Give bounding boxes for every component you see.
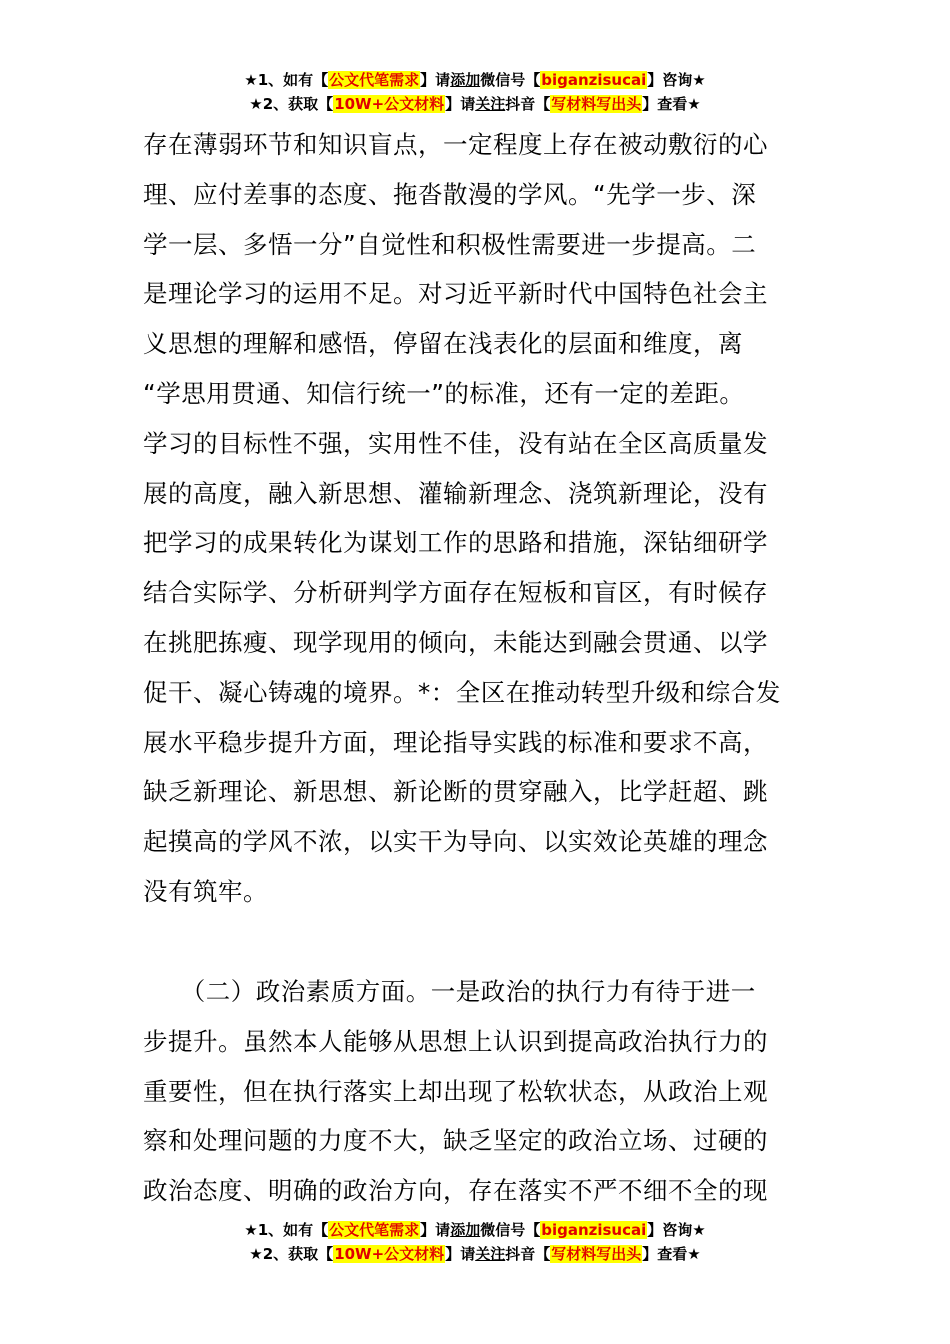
- promo-line-1: ★1、如有【公文代笔需求】请添加微信号【biganzisucai】咨询★: [244, 71, 706, 89]
- text-line: 把学习的成果转化为谋划工作的思路和措施，深钻细研学: [143, 528, 768, 558]
- text-line: 缺乏新理论、新思想、新论断的贯穿融入，比学赶超、跳: [143, 777, 768, 807]
- header-promo-banner: [0, 68, 950, 116]
- promo-highlight: 公文代笔需求: [329, 1221, 420, 1239]
- promo-douyin-id: 写材料写出头: [551, 1245, 642, 1263]
- promo-wechat-id: biganzisucai: [541, 1221, 647, 1239]
- text-line: 起摸高的学风不浓，以实干为导向、以实效论英雄的理念: [143, 827, 768, 857]
- text-line: 促干、凝心铸魂的境界。*：全区在推动转型升级和综合发: [143, 677, 781, 707]
- text-line: 重要性，但在执行落实上却出现了松软状态，从政治上观: [143, 1076, 768, 1106]
- text-line: 结合实际学、分析研判学方面存在短板和盲区，有时候存: [143, 578, 768, 608]
- text-line: 义思想的理解和感悟，停留在浅表化的层面和维度，离: [143, 329, 743, 359]
- promo-highlight: 公文代笔需求: [329, 71, 420, 89]
- promo-line-1: ★1、如有【公文代笔需求】请添加微信号【biganzisucai】咨询★: [244, 1221, 706, 1239]
- text-line: 察和处理问题的力度不大，缺乏坚定的政治立场、过硬的: [143, 1126, 768, 1156]
- text-line: 没有筑牢。: [143, 876, 268, 906]
- text-line: “学思用贯通、知信行统一”的标准，还有一定的差距。: [143, 378, 745, 408]
- text-line: 政治态度、明确的政治方向，存在落实不严不细不全的现: [143, 1176, 768, 1206]
- text-line: 展水平稳步提升方面，理论指导实践的标准和要求不高，: [143, 727, 768, 757]
- promo-line-2: ★2、获取【10W+公文材料】请关注抖音【写材料写出头】查看★: [249, 1245, 701, 1263]
- promo-wechat-id: biganzisucai: [541, 71, 647, 89]
- text-line: 理、应付差事的态度、拖沓散漫的学风。“先学一步、深: [143, 179, 757, 209]
- text-line: 学习的目标性不强，实用性不佳，没有站在全区高质量发: [143, 428, 768, 458]
- text-line: 学一层、多悟一分”自觉性和积极性需要进一步提高。二: [143, 229, 757, 259]
- body-paragraph-1: [143, 120, 813, 917]
- promo-douyin-id: 写材料写出头: [551, 95, 642, 113]
- text-line: 展的高度，融入新思想、灌输新理念、浇筑新理论，没有: [143, 478, 768, 508]
- text-line: 在挑肥拣瘦、现学现用的倾向，未能达到融会贯通、以学: [143, 627, 768, 657]
- text-line: （二）政治素质方面。一是政治的执行力有待于进一: [143, 977, 756, 1006]
- text-line: 存在薄弱环节和知识盲点，一定程度上存在被动敷衍的心: [143, 130, 768, 159]
- promo-highlight: 10W+公文材料: [334, 1245, 445, 1263]
- text-line: 是理论学习的运用不足。对习近平新时代中国特色社会主: [143, 279, 768, 309]
- promo-highlight: 10W+公文材料: [334, 95, 445, 113]
- promo-line-2: ★2、获取【10W+公文材料】请关注抖音【写材料写出头】查看★: [249, 95, 701, 113]
- footer-promo-banner: [0, 1218, 950, 1266]
- body-paragraph-2: [143, 967, 813, 1216]
- text-line: 步提升。虽然本人能够从思想上认识到提高政治执行力的: [143, 1026, 768, 1056]
